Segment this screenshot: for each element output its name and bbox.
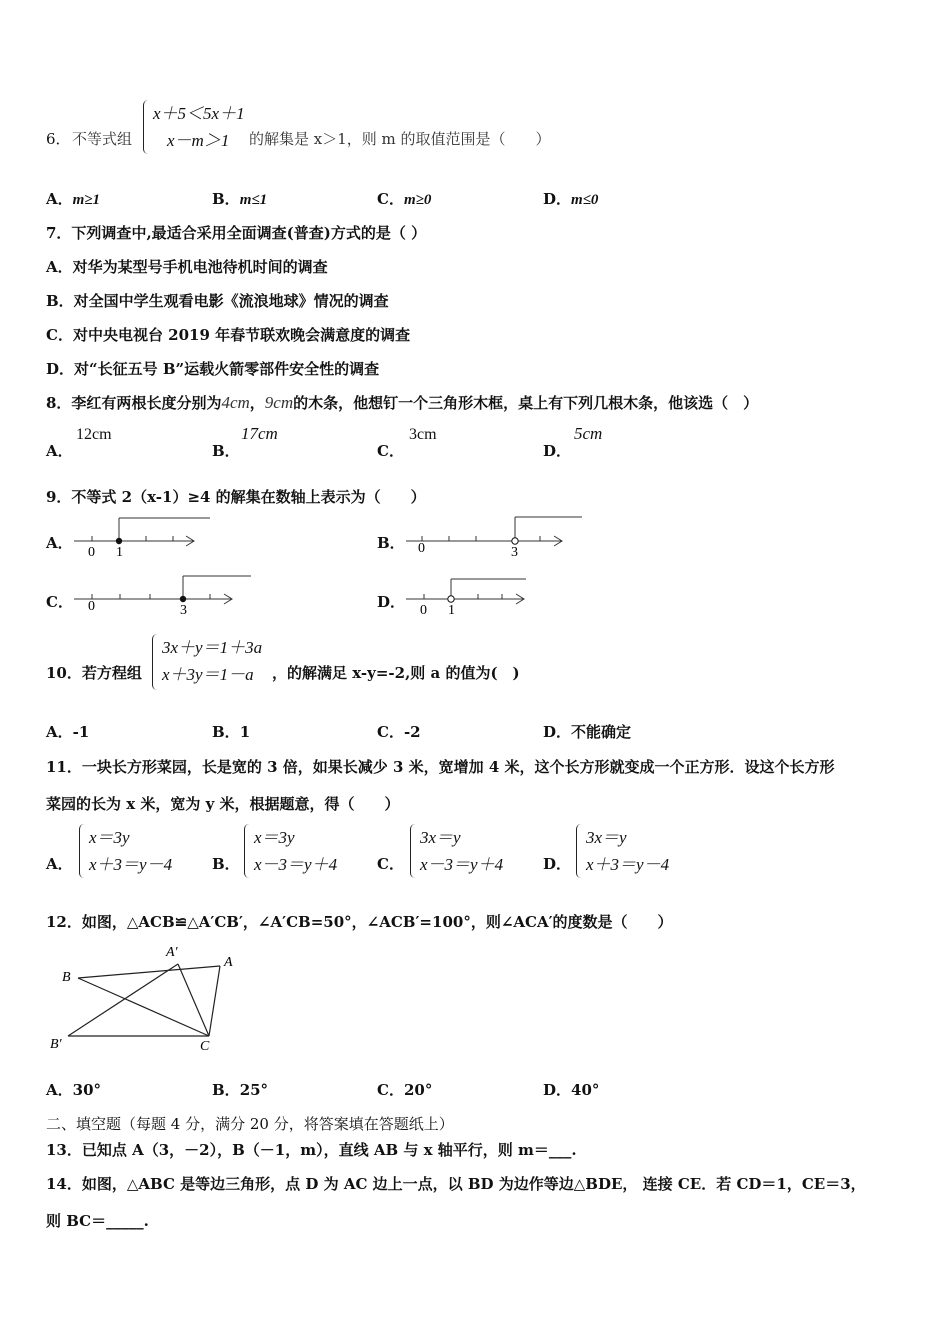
option-text: 40°	[571, 1081, 600, 1099]
q8-length-1: 4cm	[221, 393, 250, 412]
option-label: D．	[543, 723, 572, 741]
q9-numberline-a	[70, 512, 210, 562]
q12-option-b[interactable]	[212, 1079, 268, 1100]
q9-option-c[interactable]: C．	[46, 593, 73, 611]
section-2-heading: 二、填空题（每题 4 分，满分 20 分，将答案填在答题纸上）	[46, 1115, 454, 1133]
q7-option-a[interactable]: A．对华为某型号手机电池待机时间的调查	[46, 258, 328, 276]
tick-label: 1	[116, 545, 123, 560]
tick-label: 0	[418, 541, 425, 556]
q12-option-d[interactable]	[543, 1079, 599, 1100]
q10-eq-1: 3x＋y＝1＋3a	[162, 638, 263, 657]
q11-option-d-system	[576, 824, 669, 878]
system-eq: x＋3＝y－4	[586, 855, 670, 874]
q10-system	[152, 634, 262, 688]
q10-prefix: 10．若方程组	[46, 664, 142, 682]
option-text: m≥1	[72, 192, 101, 208]
q6-option-c[interactable]	[377, 188, 431, 209]
tick-label: 3	[511, 545, 518, 560]
q7-option-d[interactable]: D．对“长征五号 B”运载火箭零部件安全性的调查	[46, 360, 380, 378]
system-eq: 3x＝y	[586, 828, 627, 847]
system-eq: x＝3y	[89, 828, 130, 847]
q8-option-b[interactable]: B．	[212, 442, 240, 460]
q12-stem: 12．如图，△ACB≌△A′CB′，∠A′CB=50°，∠ACB′=100°，则∠ACA′的度数是（ ）	[46, 913, 673, 931]
q9-option-a[interactable]: A．	[46, 534, 73, 552]
q11-option-a[interactable]: A．	[46, 855, 73, 873]
q14-line-2: 则 BC＝_____.	[46, 1212, 149, 1230]
q10-option-c[interactable]	[377, 721, 421, 742]
option-text: 25°	[239, 1081, 269, 1099]
option-label: B．	[212, 1081, 240, 1099]
q7-stem: 7．下列调查中,最适合采用全面调查(普查)方式的是（ ）	[46, 224, 427, 242]
figure-label: B	[62, 970, 71, 985]
q9-numberline-d	[402, 572, 532, 622]
q14-line-1: 14．如图，△ABC 是等边三角形，点 D 为 AC 边上一点，以 BD 为边作等边△BDE， 连接 CE．若 CD＝1，CE＝3，	[46, 1175, 866, 1193]
option-label: C．	[377, 1081, 404, 1099]
option-text: 不能确定	[571, 723, 632, 741]
system-eq: x－3＝y＋4	[254, 855, 338, 874]
figure-label: A	[224, 955, 233, 970]
system-eq: 3x＝y	[420, 828, 461, 847]
q9-option-b[interactable]: B．	[377, 534, 405, 552]
tick-label: 0	[88, 599, 95, 614]
q11-stem-line-2: 菜园的长为 x 米，宽为 y 米，根据题意，得（ ）	[46, 795, 400, 813]
option-text: -1	[72, 723, 90, 741]
q8-stem	[46, 392, 758, 413]
option-text: m≤1	[239, 192, 268, 208]
q8-option-b-value: 17cm	[241, 424, 278, 443]
option-label: A．	[46, 190, 73, 208]
q7-option-c[interactable]: C．对中央电视台 2019 年春节联欢晚会满意度的调查	[46, 326, 411, 344]
q7-option-b[interactable]: B．对全国中学生观看电影《流浪地球》情况的调查	[46, 292, 389, 310]
q13-text: 13．已知点 A（3，－2），B（－1，m），直线 AB 与 x 轴平行，则 m＝___.	[46, 1141, 577, 1159]
option-label: B．	[212, 190, 240, 208]
option-label: D．	[543, 190, 572, 208]
q6-option-b[interactable]	[212, 188, 267, 209]
option-text: m≤0	[571, 192, 599, 208]
q10-suffix: ，的解满足 x-y=-2,则 a 的值为( )	[272, 664, 520, 682]
q8-option-c[interactable]: C．	[377, 442, 404, 460]
option-label: C．	[377, 723, 404, 741]
tick-label: 0	[88, 545, 95, 560]
q8-option-d[interactable]: D．	[543, 442, 572, 460]
q6-option-d[interactable]	[543, 188, 598, 209]
q9-numberline-c	[70, 572, 255, 622]
option-text: m≥0	[403, 192, 432, 208]
figure-label: C	[200, 1039, 210, 1054]
q12-option-c[interactable]	[377, 1079, 432, 1100]
figure-label: B′	[50, 1037, 62, 1052]
q9-option-d[interactable]: D．	[377, 593, 406, 611]
q6-number: 6．	[46, 130, 71, 148]
q6-option-a[interactable]	[46, 188, 100, 209]
q6-suffix: 的解集是 x＞1，则 m 的取值范围是（ ）	[249, 130, 551, 148]
q11-option-c-system	[410, 824, 503, 878]
q12-triangle-figure	[46, 938, 246, 1058]
q6-eq-1: x＋5＜5x＋1	[153, 104, 245, 123]
tick-label: 1	[448, 603, 455, 618]
q10-option-d[interactable]	[543, 721, 631, 742]
q8-option-d-value: 5cm	[574, 424, 603, 443]
q8-stem-a: 8．李红有两根长度分别为	[46, 394, 222, 412]
q10-option-b[interactable]	[212, 721, 250, 742]
system-eq: x－3＝y＋4	[420, 855, 504, 874]
option-text: 1	[239, 723, 251, 741]
option-label: A．	[46, 723, 73, 741]
q11-option-b[interactable]: B．	[212, 855, 240, 873]
q10-eq-2: x＋3y＝1－a	[162, 665, 254, 684]
q6-prefix: 不等式组	[72, 130, 133, 148]
q8-stem-b: 的木条，他想钉一个三角形木框，桌上有下列几根木条，他该选（ ）	[293, 394, 759, 412]
option-label: B．	[212, 723, 240, 741]
system-eq: x＝3y	[254, 828, 295, 847]
option-text: 30°	[72, 1081, 102, 1099]
figure-label: A′	[166, 945, 178, 960]
q11-stem-line-1: 11．一块长方形菜园，长是宽的 3 倍，如果长减少 3 米，宽增加 4 米，这个长方形就变成一个正方形．设这个长方形	[46, 758, 835, 776]
q6-system	[143, 100, 245, 154]
q9-numberline-b	[402, 512, 582, 562]
q11-option-b-system	[244, 824, 337, 878]
q12-option-a[interactable]	[46, 1079, 101, 1100]
option-text: 20°	[403, 1081, 433, 1099]
system-eq: x＋3＝y－4	[89, 855, 173, 874]
q9-stem: 9．不等式 2（x-1）≥4 的解集在数轴上表示为（ ）	[46, 488, 426, 506]
q8-option-c-value: 3cm	[409, 426, 437, 443]
q11-option-d[interactable]: D．	[543, 855, 572, 873]
q8-option-a[interactable]: A．	[46, 442, 73, 460]
q10-option-a[interactable]	[46, 721, 89, 742]
q8-sep: ，	[249, 394, 265, 412]
option-label: C．	[377, 190, 404, 208]
q11-option-a-system	[79, 824, 172, 878]
q8-option-a-value: 12cm	[76, 426, 112, 443]
tick-label: 0	[420, 603, 427, 618]
q11-option-c[interactable]: C．	[377, 855, 404, 873]
option-text: -2	[403, 723, 421, 741]
tick-label: 3	[180, 603, 187, 618]
q6-eq-2: x－m＞1	[167, 131, 230, 150]
option-label: D．	[543, 1081, 572, 1099]
q8-length-2: 9cm	[264, 393, 294, 412]
option-label: A．	[46, 1081, 73, 1099]
